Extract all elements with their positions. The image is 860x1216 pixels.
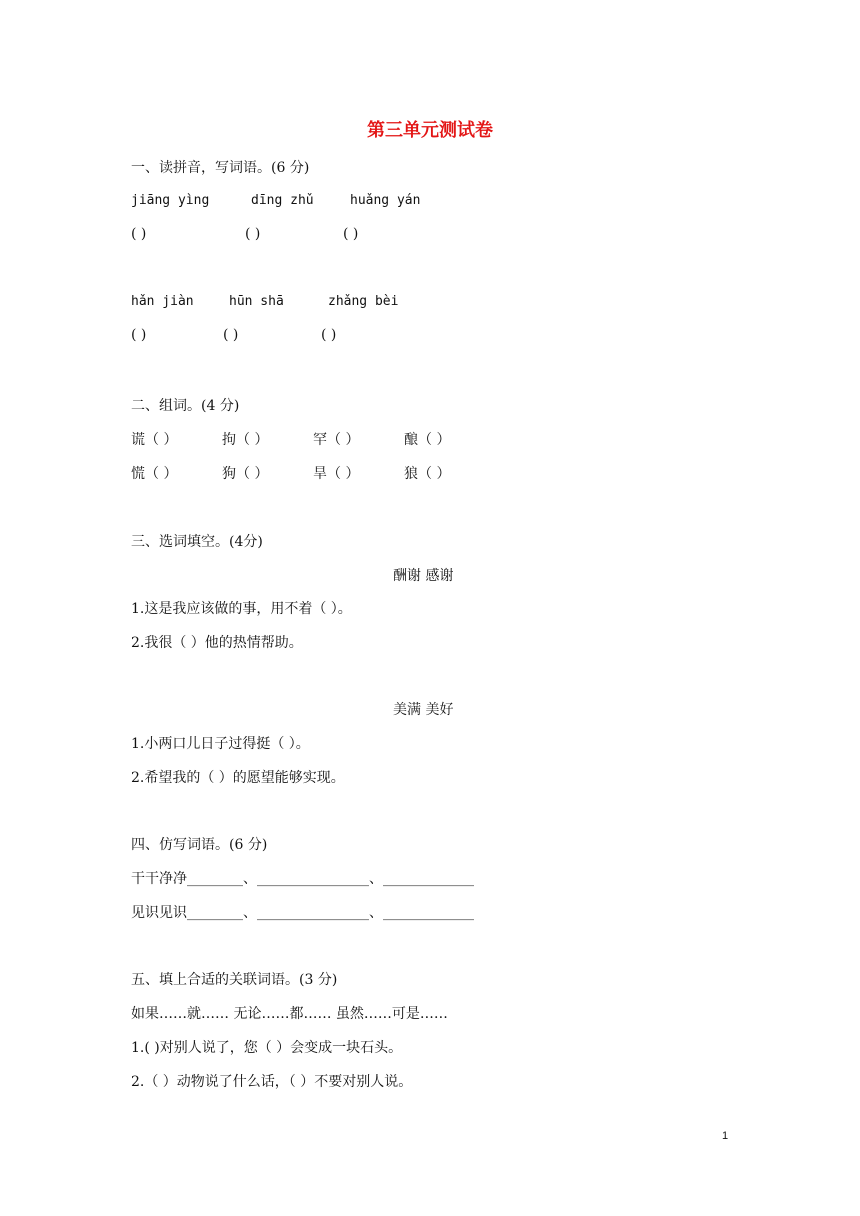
word-item[interactable]: 狼（ ）: [404, 466, 451, 482]
pinyin-1-2: dīng zhǔ: [251, 193, 314, 208]
pinyin-1-1: jiāng yìng: [131, 193, 210, 208]
word-item[interactable]: 旱（ ）: [313, 466, 360, 482]
section4-heading: 四、仿写词语。(6 分): [131, 837, 268, 853]
section1-heading: 一、读拼音，写词语。(6 分): [131, 160, 310, 176]
section3-heading: 三、选词填空。(4分): [131, 534, 263, 550]
word-item[interactable]: 酿（ ）: [404, 432, 451, 448]
question-item[interactable]: 1.这是我应该做的事，用不着（ ）。: [131, 601, 352, 617]
pinyin-2-1: hǎn jiàn: [131, 294, 194, 309]
answer-blank[interactable]: ( ): [131, 327, 147, 343]
word-item[interactable]: 慌（ ）: [131, 466, 178, 482]
pinyin-2-3: zhǎng bèi: [328, 294, 399, 309]
pinyin-2-2: hūn shā: [229, 294, 284, 309]
question-item[interactable]: 干干净净________、________________、_____________: [131, 871, 474, 887]
page-number: 1: [722, 1130, 729, 1142]
answer-blank[interactable]: ( ): [321, 327, 337, 343]
section5-heading: 五、填上合适的关联词语。(3 分): [131, 972, 338, 988]
question-item[interactable]: 1.小两口儿日子过得挺（ ）。: [131, 736, 310, 752]
word-options: 如果……就…… 无论……都…… 虽然……可是……: [131, 1006, 448, 1022]
pinyin-1-3: huǎng yán: [350, 193, 421, 208]
answer-blank[interactable]: ( ): [131, 226, 147, 242]
section2-heading: 二、组词。(4 分): [131, 398, 240, 414]
question-item[interactable]: 2.我很（ ）他的热情帮助。: [131, 635, 303, 651]
answer-blank[interactable]: ( ): [245, 226, 261, 242]
question-item[interactable]: 1.( )对别人说了，您（ ）会变成一块石头。: [131, 1040, 403, 1056]
word-options: 酬谢 感谢: [393, 568, 454, 584]
page-title: 第三单元测试卷: [367, 120, 493, 141]
answer-blank[interactable]: ( ): [343, 226, 359, 242]
question-item[interactable]: 2.希望我的（ ）的愿望能够实现。: [131, 770, 345, 786]
question-item[interactable]: 2.（ ）动物说了什么话，（ ）不要对别人说。: [131, 1074, 413, 1090]
question-item[interactable]: 见识见识________、________________、_____________: [131, 905, 474, 921]
word-item[interactable]: 罕（ ）: [313, 432, 360, 448]
answer-blank[interactable]: ( ): [223, 327, 239, 343]
word-item[interactable]: 狗（ ）: [222, 466, 269, 482]
word-item[interactable]: 拘（ ）: [222, 432, 269, 448]
word-item[interactable]: 谎（ ）: [131, 432, 178, 448]
word-options: 美满 美好: [393, 702, 454, 718]
